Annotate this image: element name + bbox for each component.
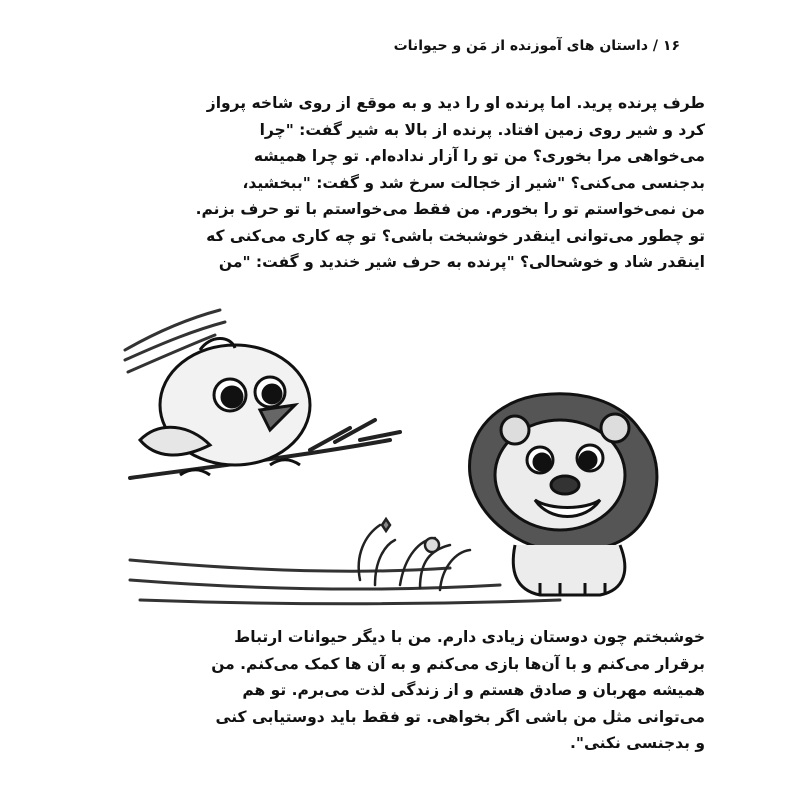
page-header	[394, 38, 680, 54]
page-number: ۱۶	[662, 38, 680, 54]
text-line: اینقدر شاد و خوشحالی؟ "پرنده به حرف شیر خندید و گفت: "من	[218, 253, 705, 271]
text-line: بدجنسی می‌کنی؟ "شیر از خجالت سرخ شد و گفت: "ببخشید،	[242, 173, 705, 192]
header-separator: /	[652, 38, 659, 54]
text-line: و بدجنسی نکنی".	[570, 734, 705, 752]
text-line: می‌خواهی مرا بخوری؟ من تو را آزار نداده‌ام. تو چرا همیشه	[253, 147, 705, 165]
ground	[130, 560, 560, 604]
story-illustration	[120, 300, 710, 620]
text-line: من نمی‌خواستم تو را بخورم. من فقط می‌خواستم با تو حرف بزنم.	[195, 200, 705, 218]
book-title: داستان های آموزنده از مَن و حیوانات	[393, 38, 649, 54]
text-line: خوشبختم چون دوستان زیادی دارم. من با دیگر حیوانات ارتباط	[234, 628, 705, 646]
grass	[359, 519, 470, 590]
text-line: کرد و شیر روی زمین افتاد. پرنده از بالا به شیر گفت: "چرا	[259, 120, 705, 139]
text-line: تو چطور می‌توانی اینقدر خوشبخت باشی؟ تو چه کاری می‌کنی که	[206, 226, 705, 245]
story-paragraph-bottom	[95, 624, 705, 757]
text-line: برقرار می‌کنم و با آن‌ها بازی می‌کنم و به آن ها کمک می‌کنم. من	[211, 654, 705, 673]
story-paragraph-top	[95, 90, 705, 276]
text-line: می‌توانی مثل من باشی اگر بخواهی. تو فقط باید دوستیابی کنی	[215, 707, 705, 726]
lion	[470, 394, 657, 595]
bird	[140, 338, 310, 475]
text-line: طرف پرنده پرید. اما پرنده او را دید و به موقع از روی شاخه پرواز	[206, 94, 705, 112]
text-line: همیشه مهربان و صادق هستم و از زندگی لذت می‌برم. تو هم	[242, 681, 705, 699]
